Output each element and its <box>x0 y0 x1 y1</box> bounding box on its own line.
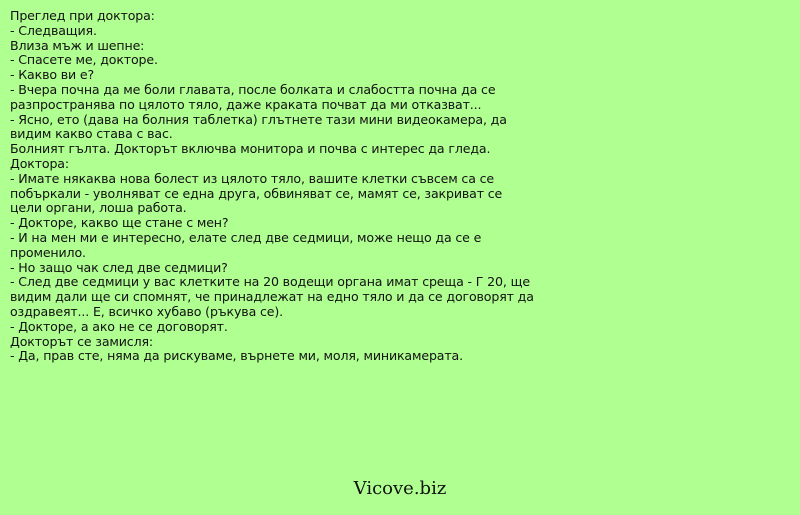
joke-line: - Вчера почна да ме боли главата, после болката и слабостта почна да се <box>10 81 496 97</box>
joke-line: Болният гълта. Докторът включва монитора и почва с интерес да гледа. <box>10 141 491 157</box>
joke-line: разпространява по цялото тяло, даже краката почват да ми отказват... <box>10 96 482 112</box>
joke-line: - Но защо чак след две седмици? <box>10 259 228 275</box>
site-watermark: Vicove.biz <box>353 478 447 499</box>
joke-line: видим дали ще си спомнят, че принадлежат на едно тяло и да се договорят да <box>10 289 534 305</box>
joke-line: - Имате някаква нова болест из цялото тяло, вашите клетки съвсем са се <box>10 170 494 186</box>
joke-line: променило. <box>10 244 86 260</box>
joke-line: - Следващия. <box>10 22 97 38</box>
joke-line: - Да, прав сте, няма да рискуваме, върнете ми, моля, миникамерата. <box>10 348 463 364</box>
joke-line: видим какво става с вас. <box>10 126 173 142</box>
joke-line: Влиза мъж и шепне: <box>10 37 145 53</box>
joke-line: - Какво ви е? <box>10 67 95 83</box>
joke-line: - След две седмици у вас клетките на 20 водещи органа имат среща - Г 20, ще <box>10 274 530 290</box>
joke-line: цели органи, лоша работа. <box>10 200 187 216</box>
joke-line: Преглед при доктора: <box>10 8 155 23</box>
joke-line: Доктора: <box>10 155 69 171</box>
joke-line: Докторът се замисля: <box>10 333 153 349</box>
joke-line: - Ясно, ето (дава на болния таблетка) глътнете тази мини видеокамера, да <box>10 111 507 127</box>
joke-line: побъркали - уволняват се една друга, обвиняват се, мамят се, закриват се <box>10 185 503 201</box>
joke-line: - Спасете ме, докторе. <box>10 52 158 68</box>
joke-line: - Докторе, какво ще стане с мен? <box>10 215 229 231</box>
joke-line: - Докторе, а ако не се договорят. <box>10 318 228 334</box>
joke-line: оздравеят... Е, всичко хубаво (ръкува се). <box>10 303 283 319</box>
joke-text <box>10 9 790 364</box>
joke-line: - И на мен ми е интересно, елате след две седмици, може нещо да се е <box>10 229 482 245</box>
